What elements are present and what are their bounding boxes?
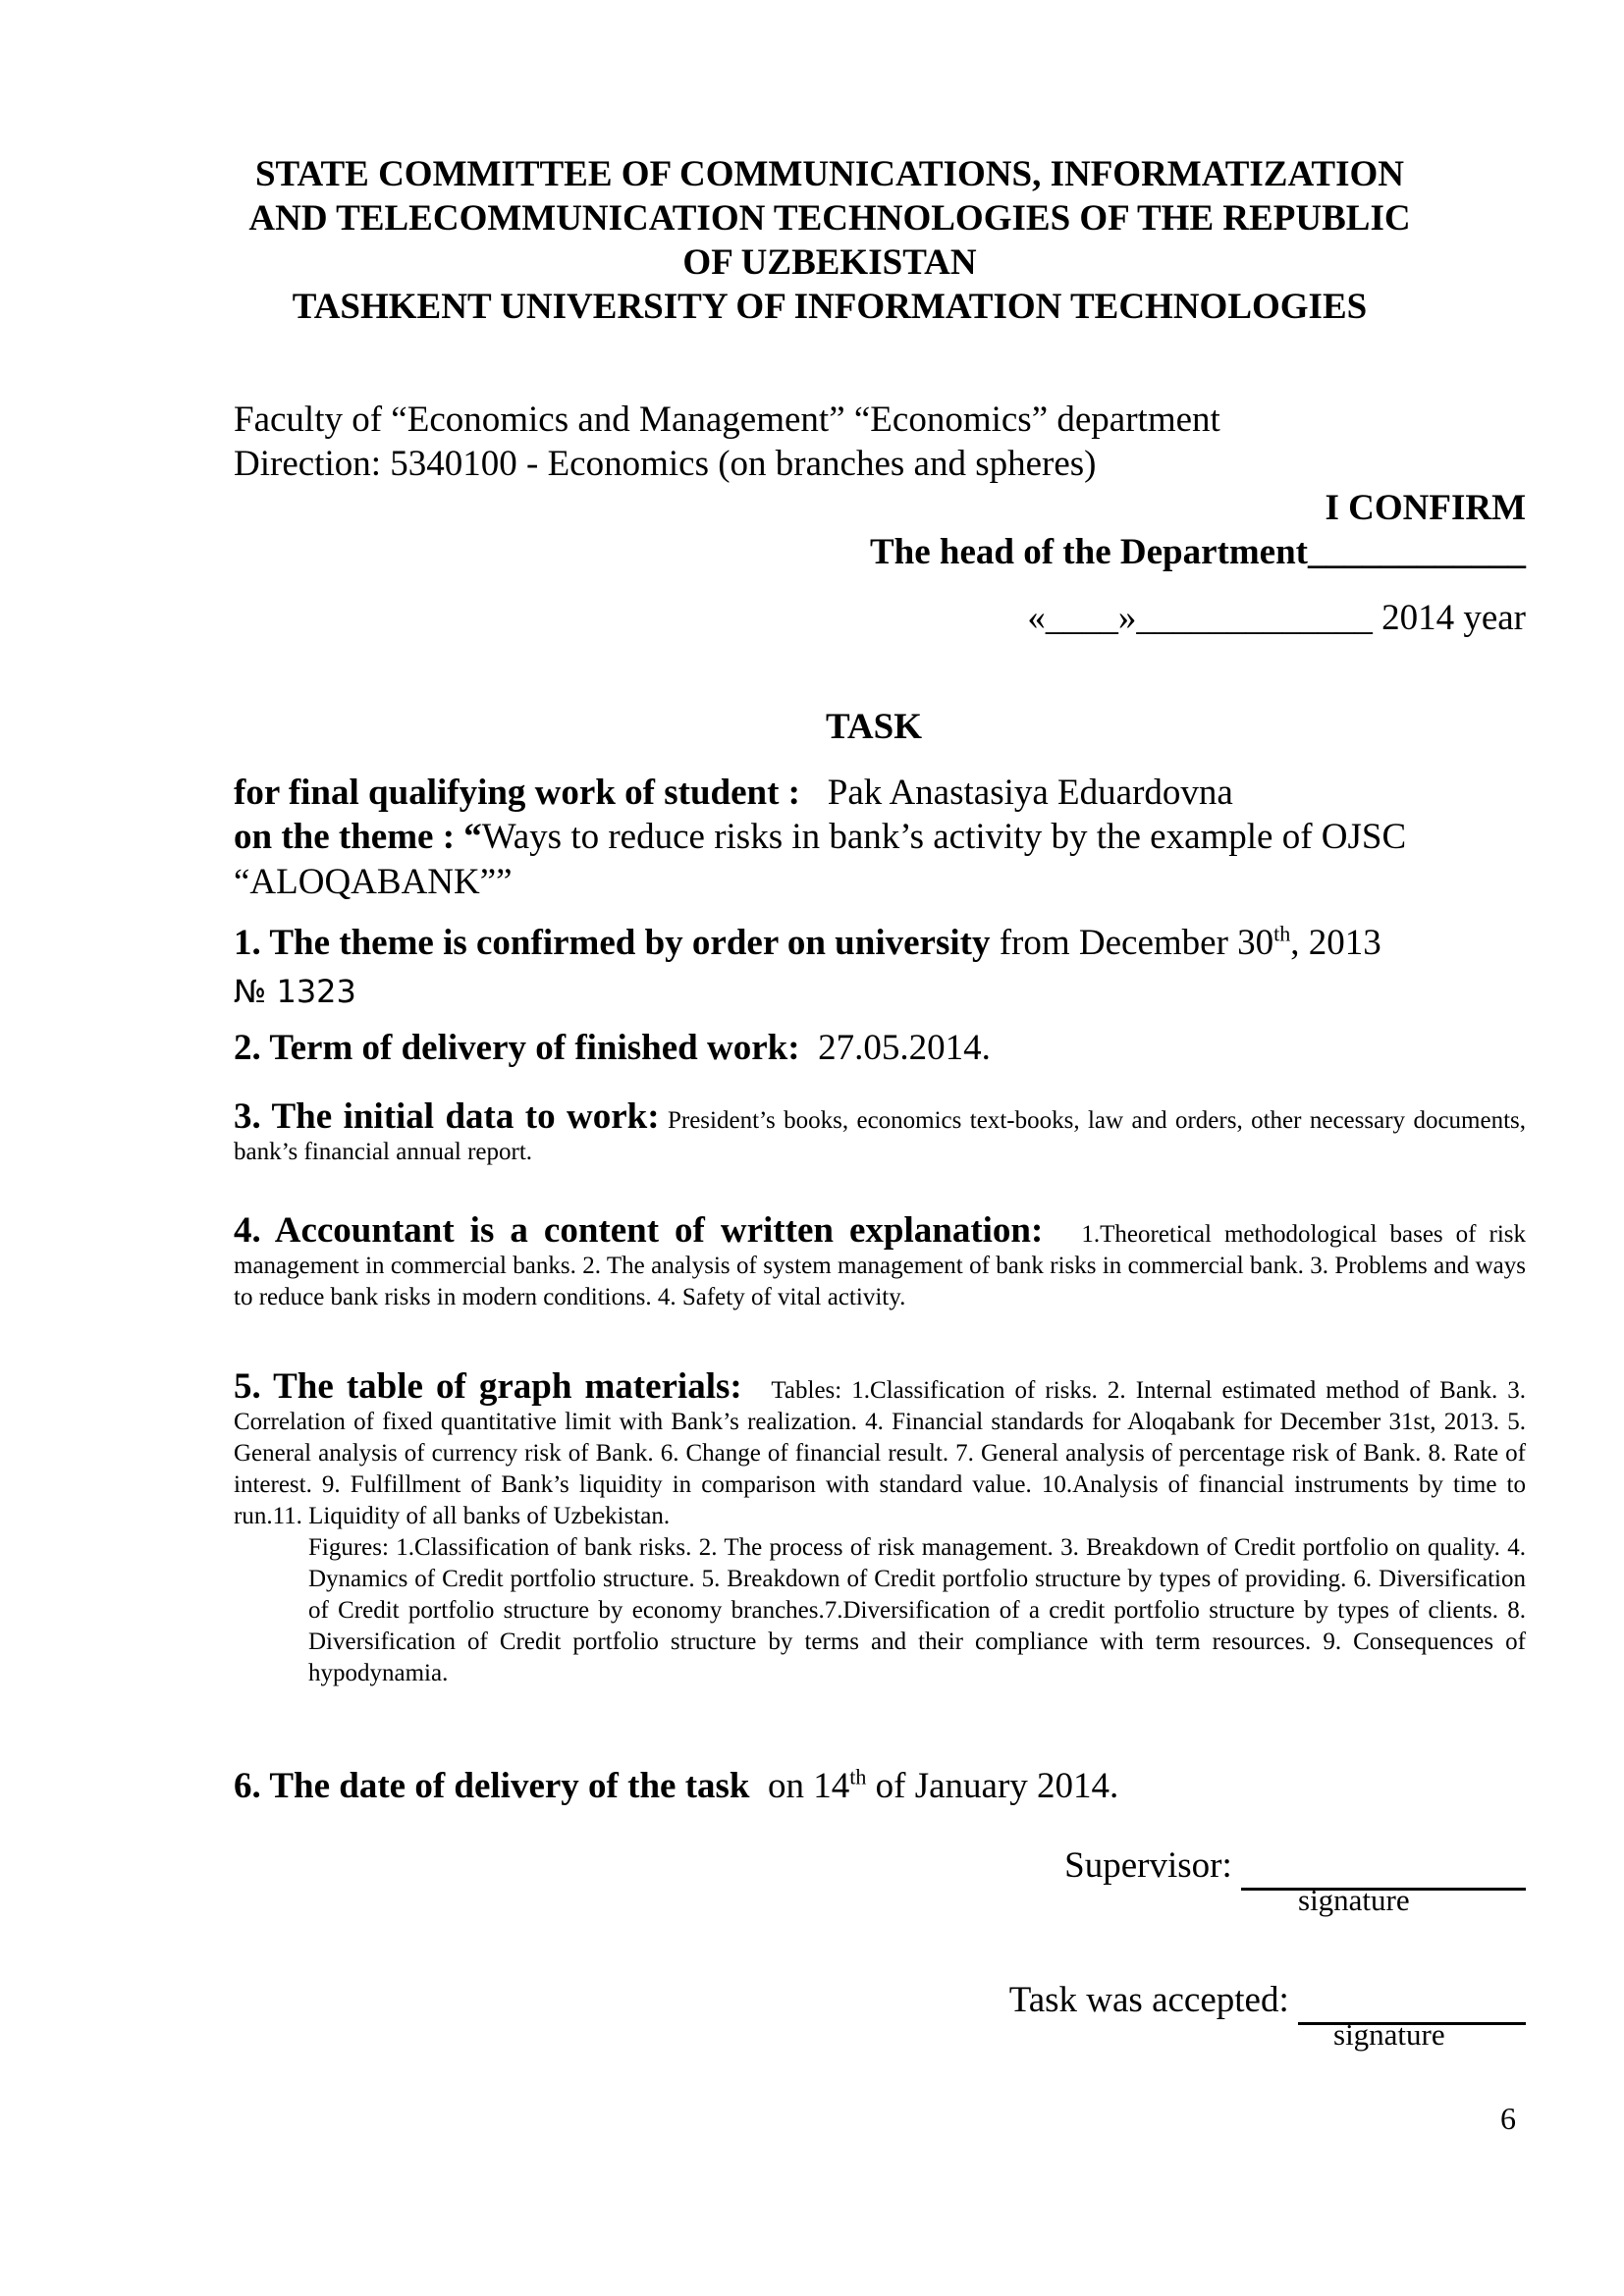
item-1-label: 1. The theme is confirmed by order on university [234, 923, 991, 963]
item-2-label: . Term of delivery of finished work: [251, 1028, 800, 1068]
item-5-tables: Tables: 1.Classification of risks. 2. Internal estimated method of Bank. 3. Correlation of fixed quantitative limit with Bank’s realization. 4. Financial standards for Aloqabank for December 31st, 2013. 5. General analysis of currency risk of Bank. 6. Change of financial result. 7. General analysis of percentage risk of Bank. 8. Rate of interest. 9. Fulfillment of Bank’s liquidity in comparison with standard value. 10.Analysis of financial instruments by time to run.11. Liquidity of all banks of Uzbekistan. [234, 1377, 1526, 1529]
item-3-text: President’s books, economics text-books, law and orders, other necessary documents, bank’s financial annual report. [234, 1107, 1527, 1165]
faculty-line: Faculty of “Economics and Management” “Economics” department [234, 400, 1220, 440]
accepted-signature-caption: signature [1333, 2017, 1445, 2052]
theme-value: Ways to reduce risks in bank’s activity by the example of OJSC “ALOQABANK”” [234, 817, 1407, 902]
item-6 [234, 1764, 1526, 1808]
item-2-num: 2 [234, 1028, 252, 1068]
header-line-2: AND TELECOMMUNICATION TECHNOLOGIES OF THE REPUBLIC [248, 198, 1411, 239]
accepted-line [1009, 1978, 1526, 2025]
confirm-date-blank: «____»_____________ [1027, 598, 1373, 638]
theme-label: on the theme : “ [234, 817, 482, 857]
faculty-block [234, 398, 1220, 486]
student-name: Pak Anastasiya Eduardovna [827, 773, 1233, 813]
supervisor-signature-caption: signature [1298, 1883, 1410, 1917]
item-4-label: 4. Accountant is a content of written explanation: [234, 1210, 1044, 1251]
confirm-date-year: 2014 year [1381, 598, 1526, 638]
item-1 [234, 918, 1526, 1014]
student-label: for final qualifying work of student : [234, 773, 800, 813]
supervisor-label: Supervisor: [1064, 1845, 1232, 1886]
theme-line [234, 815, 1526, 905]
item-5-figures: Figures: 1.Classification of bank risks. 2. The process of risk management. 3. Breakdown of Credit portfolio on quality. 4. Dynamics of Credit portfolio structure. 5. Breakdown of Credit portfolio structure by types of providing. 6. Diversification of Credit portfolio structure by economy branches.7.Diversification of a credit portfolio structure by types of clients. 8. Diversification of Credit portfolio structure by terms and their compliance with term resources. 9. Consequences of hypodynamia. [308, 1534, 1526, 1686]
department-head-line: The head of the Department____________ [869, 532, 1526, 572]
student-line [234, 771, 1526, 815]
item-2-value: 27.05.2014. [818, 1028, 991, 1068]
direction-line: Direction: 5340100 - Economics (on branches and spheres) [234, 444, 1097, 484]
item-4-text: 1.Theoretical methodological bases of risk management in commercial banks. 2. The analysis of system management of bank risks in commercial bank. 3. Problems and ways to reduce bank risks in modern conditions. 4. Safety of vital activity. [234, 1221, 1526, 1310]
student-block [234, 771, 1526, 905]
item-4 [234, 1210, 1526, 1313]
supervisor-line [1064, 1843, 1526, 1891]
document-header [196, 152, 1463, 329]
item-5-label: 5. The table of graph materials: [234, 1366, 742, 1407]
item-5 [234, 1366, 1526, 1689]
item-3 [234, 1096, 1527, 1168]
accepted-label: Task was accepted: [1008, 1980, 1289, 2020]
item-6-text: on 14th of January 2014. [768, 1764, 1119, 1806]
confirm-title: I CONFIRM [1325, 488, 1526, 528]
header-line-4: TASHKENT UNIVERSITY OF INFORMATION TECHNOLOGIES [292, 287, 1368, 327]
header-line-3: OF UZBEKISTAN [682, 242, 977, 283]
confirm-date [870, 596, 1526, 640]
item-2 [234, 1026, 1526, 1070]
header-line-1: STATE COMMITTEE OF COMMUNICATIONS, INFORMATIZATION [254, 154, 1405, 194]
item-3-label: 3. The initial data to work: [234, 1096, 660, 1137]
page-number: 6 [1500, 2101, 1516, 2136]
confirm-block [870, 486, 1526, 640]
order-number: № 1323 [234, 973, 356, 1010]
item-6-label: 6. The date of delivery of the task [234, 1766, 750, 1806]
task-title: TASK [825, 707, 922, 747]
item-1-text: from December 30th, 2013 [999, 921, 1381, 963]
